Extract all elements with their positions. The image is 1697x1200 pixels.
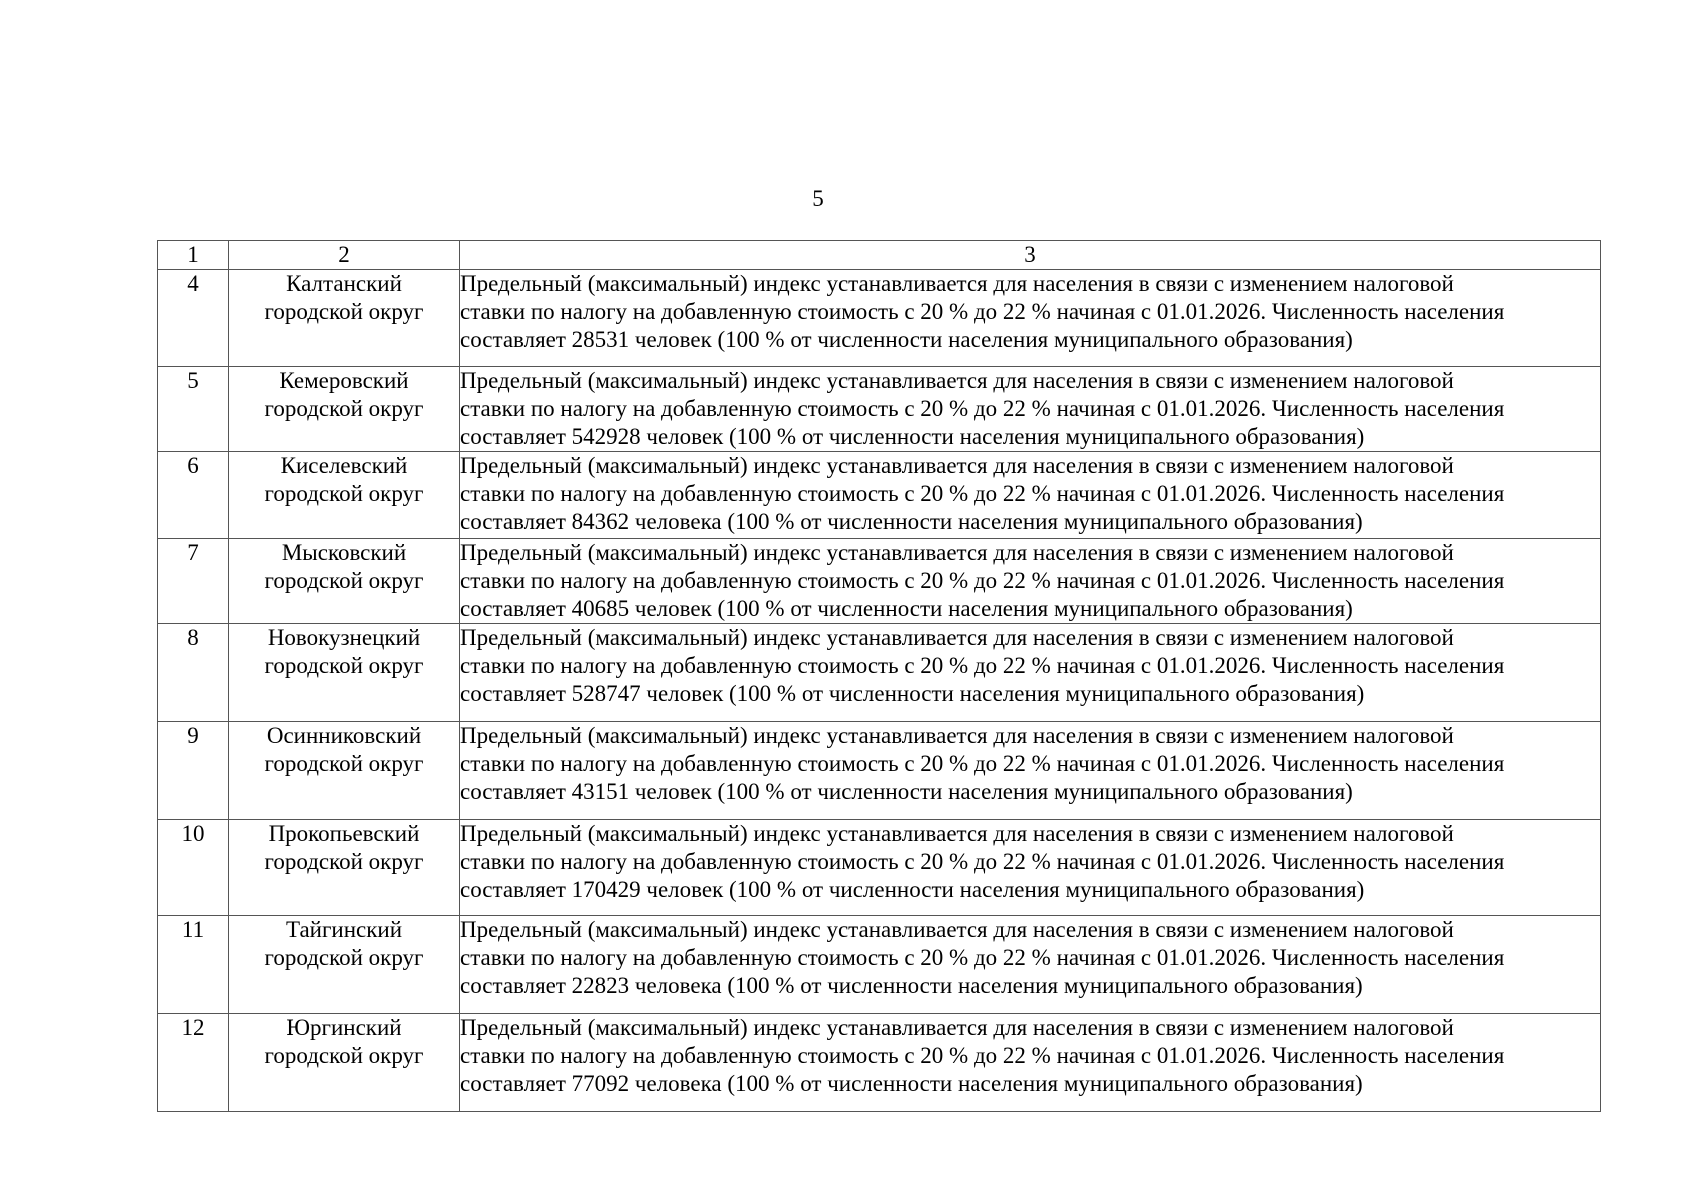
description-line: Предельный (максимальный) индекс устанавливается для населения в связи с изменением налоговой: [460, 540, 1454, 565]
description-line: ставки по налогу на добавленную стоимость с 20 % до 22 % начиная с 01.01.2026. Численность населения: [460, 849, 1505, 874]
description-line: Предельный (максимальный) индекс устанавливается для населения в связи с изменением налоговой: [460, 625, 1454, 650]
description-line: Предельный (максимальный) индекс устанавливается для населения в связи с изменением налоговой: [460, 1015, 1454, 1040]
row-number-cell: 5: [158, 367, 229, 452]
description-line: Предельный (максимальный) индекс устанавливается для населения в связи с изменением налоговой: [460, 271, 1454, 296]
description-line: ставки по налогу на добавленную стоимость с 20 % до 22 % начиная с 01.01.2026. Численность населения: [460, 653, 1505, 678]
table-row: [158, 270, 1601, 367]
municipality-name-line: городской округ: [264, 299, 424, 324]
header-cell-1: 1: [158, 241, 229, 270]
table-row: [158, 452, 1601, 539]
table-body: [158, 241, 1601, 1112]
municipality-name-cell: [229, 367, 460, 452]
municipality-name-cell: [229, 916, 460, 1014]
municipality-name-line: Осинниковский: [266, 723, 422, 748]
municipality-name-line: Новокузнецкий: [267, 625, 421, 650]
description-line: ставки по налогу на добавленную стоимость с 20 % до 22 % начиная с 01.01.2026. Численность населения: [460, 751, 1505, 776]
municipality-name-line: городской округ: [264, 1043, 424, 1068]
table-row: [158, 820, 1601, 916]
municipality-name-line: Юргинский: [286, 1015, 402, 1040]
table-row: [158, 1014, 1601, 1112]
description-line: ставки по налогу на добавленную стоимость с 20 % до 22 % начиная с 01.01.2026. Численность населения: [460, 568, 1505, 593]
description-line: ставки по налогу на добавленную стоимость с 20 % до 22 % начиная с 01.01.2026. Численность населения: [460, 396, 1505, 421]
description-cell: [460, 539, 1601, 624]
header-cell-3: 3: [460, 241, 1601, 270]
description-cell: [460, 624, 1601, 722]
description-line: составляет 28531 человек (100 % от численности населения муниципального образования): [460, 327, 1353, 352]
row-number-cell: 12: [158, 1014, 229, 1112]
municipality-name-line: городской округ: [264, 568, 424, 593]
description-line: составляет 528747 человек (100 % от численности населения муниципального образования): [460, 681, 1365, 706]
municipality-name-line: Прокопьевский: [268, 821, 420, 846]
description-line: составляет 170429 человек (100 % от численности населения муниципального образования): [460, 877, 1365, 902]
municipal-index-table: [157, 240, 1601, 1112]
page-number: 5: [812, 186, 824, 211]
description-cell: [460, 722, 1601, 820]
municipality-name-cell: [229, 722, 460, 820]
header-cell-2: 2: [229, 241, 460, 270]
municipality-name-cell: [229, 624, 460, 722]
table-row: [158, 722, 1601, 820]
row-number-cell: 9: [158, 722, 229, 820]
description-line: составляет 22823 человека (100 % от численности населения муниципального образования): [460, 973, 1363, 998]
description-line: ставки по налогу на добавленную стоимость с 20 % до 22 % начиная с 01.01.2026. Численность населения: [460, 1043, 1505, 1068]
description-cell: [460, 1014, 1601, 1112]
municipality-name-line: городской округ: [264, 396, 424, 421]
description-cell: [460, 367, 1601, 452]
description-line: Предельный (максимальный) индекс устанавливается для населения в связи с изменением налоговой: [460, 821, 1454, 846]
municipality-name-line: Киселевский: [280, 453, 408, 478]
description-cell: [460, 916, 1601, 1014]
municipality-name-line: Тайгинский: [285, 917, 403, 942]
description-cell: [460, 452, 1601, 539]
description-line: составляет 84362 человека (100 % от численности населения муниципального образования): [460, 509, 1363, 534]
row-number-cell: 11: [158, 916, 229, 1014]
municipality-name-line: городской округ: [264, 653, 424, 678]
description-cell: [460, 270, 1601, 367]
description-line: составляет 542928 человек (100 % от численности населения муниципального образования): [460, 424, 1365, 449]
description-line: Предельный (максимальный) индекс устанавливается для населения в связи с изменением налоговой: [460, 917, 1454, 942]
description-line: ставки по налогу на добавленную стоимость с 20 % до 22 % начиная с 01.01.2026. Численность населения: [460, 481, 1505, 506]
description-cell: [460, 820, 1601, 916]
row-number-cell: 4: [158, 270, 229, 367]
description-line: ставки по налогу на добавленную стоимость с 20 % до 22 % начиная с 01.01.2026. Численность населения: [460, 299, 1505, 324]
description-line: Предельный (максимальный) индекс устанавливается для населения в связи с изменением налоговой: [460, 723, 1454, 748]
description-line: ставки по налогу на добавленную стоимость с 20 % до 22 % начиная с 01.01.2026. Численность населения: [460, 945, 1505, 970]
municipality-name-line: городской округ: [264, 849, 424, 874]
description-line: Предельный (максимальный) индекс устанавливается для населения в связи с изменением налоговой: [460, 453, 1454, 478]
municipality-name-cell: [229, 452, 460, 539]
table-row: [158, 916, 1601, 1014]
description-line: составляет 43151 человек (100 % от численности населения муниципального образования): [460, 779, 1353, 804]
row-number-cell: 10: [158, 820, 229, 916]
municipality-name-line: Мысковский: [281, 540, 407, 565]
table-row: [158, 367, 1601, 452]
row-number-cell: 6: [158, 452, 229, 539]
row-number-cell: 7: [158, 539, 229, 624]
municipality-name-cell: [229, 270, 460, 367]
municipality-name-cell: [229, 539, 460, 624]
table-row: [158, 624, 1601, 722]
municipality-name-line: городской округ: [264, 751, 424, 776]
municipality-name-cell: [229, 1014, 460, 1112]
description-line: Предельный (максимальный) индекс устанавливается для населения в связи с изменением налоговой: [460, 368, 1454, 393]
table-header-row: [158, 241, 1601, 270]
description-line: составляет 77092 человека (100 % от численности населения муниципального образования): [460, 1071, 1363, 1096]
row-number-cell: 8: [158, 624, 229, 722]
municipality-name-line: Калтанский: [286, 271, 402, 296]
description-line: составляет 40685 человек (100 % от численности населения муниципального образования): [460, 596, 1353, 621]
municipality-name-line: городской округ: [264, 481, 424, 506]
municipality-name-line: городской округ: [264, 945, 424, 970]
municipality-name-line: Кемеровский: [279, 368, 409, 393]
municipality-name-cell: [229, 820, 460, 916]
table-row: [158, 539, 1601, 624]
